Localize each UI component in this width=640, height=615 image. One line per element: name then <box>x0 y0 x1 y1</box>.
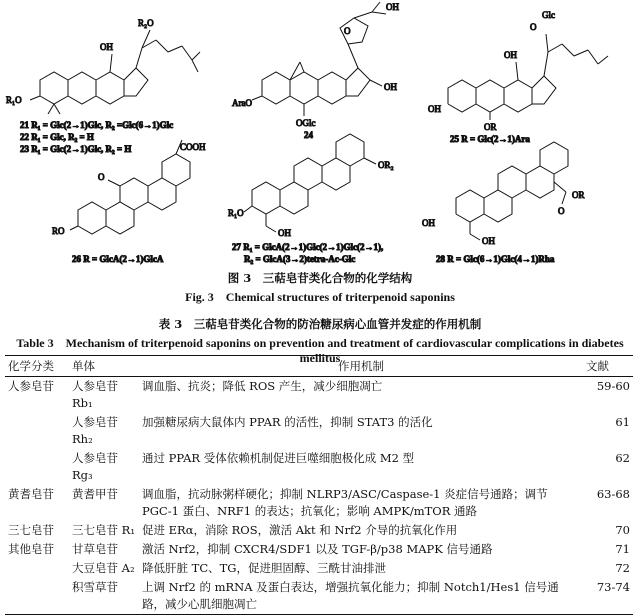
atom-o-25: O <box>530 22 537 32</box>
cell-mechanism: 调血脂，抗动脉粥样硬化；抑制 NLRP3/ASC/Caspase-1 炎症信号通路；调节 PGC-1 蛋白、NRF1 的表达；抗氧化；影响 AMPK/mTOR 通路 <box>142 487 548 518</box>
header-compound: 单体 <box>72 359 95 373</box>
label-compound-26: 26 R = GlcA(2→1)GlcA <box>72 254 164 264</box>
cell-category: 黄耆皂苷 <box>8 487 54 501</box>
header-mechanism: 作用机制 <box>338 359 384 373</box>
table-row <box>5 540 633 559</box>
atom-oh-25: OH <box>504 50 517 60</box>
structure-24 <box>252 2 386 116</box>
label-compound-25: 25 R = Glc(2→1)Ara <box>450 134 530 144</box>
label-compound-23: 23 R₁ = Glc(2→1)Glc, R₂ = H <box>20 144 132 154</box>
cell-mechanism: 促进 ERα，消除 ROS，激活 Akt 和 Nrf2 介导的抗氧化作用 <box>142 523 458 537</box>
cell-mechanism: 调血脂、抗炎；降低 ROS 产生，减少细胞凋亡 <box>142 379 383 393</box>
cell-reference: 62 <box>615 451 630 465</box>
atom-o-26: O <box>98 172 105 182</box>
cell-compound: 人参皂苷 Rb₁ <box>72 379 118 410</box>
cell-mechanism: 加强糖尿病大鼠体内 PPAR 的活性，抑制 STAT3 的活化 <box>142 415 433 429</box>
atom-oh-21: OH <box>100 42 113 52</box>
atom-glc: Glc <box>542 10 555 20</box>
figure-caption-cn: 图 3 三萜皂苷类化合物的化学结构 <box>227 271 413 285</box>
cell-reference: 63-68 <box>596 487 630 501</box>
atom-ro-26: RO <box>52 226 65 236</box>
atom-or-28: OR <box>572 190 585 200</box>
table-row <box>5 521 633 540</box>
cell-category: 人参皂苷 <box>8 379 54 393</box>
table-row <box>5 485 633 521</box>
label-compound-27-r2: R₂ = GlcA(3→2)tetra-Ac-Glc <box>244 254 356 264</box>
cell-category <box>5 449 69 485</box>
cell-category <box>5 559 69 578</box>
mechanism-table <box>5 355 633 615</box>
cell-category <box>5 578 69 615</box>
cell-mechanism: 上调 Nrf2 的 mRNA 及蛋白表达，增强抗氧化能力；抑制 Notch1/Hes1 信号通路，减少心肌细胞凋亡 <box>142 580 559 611</box>
atom-oh-24: OH <box>386 2 399 12</box>
header-category: 化学分类 <box>8 359 54 373</box>
atom-r1o: R₁O <box>6 95 22 105</box>
cell-category: 三七皂苷 <box>8 523 54 537</box>
cell-mechanism: 激活 Nrf2，抑制 CXCR4/SDF1 以及 TGF-β/p38 MAPK 信号通路 <box>142 542 493 556</box>
cell-compound: 甘草皂苷 <box>72 542 118 556</box>
label-compound-22: 22 R₁ = Glc, R₂ = H <box>20 132 94 142</box>
table-row <box>5 449 633 485</box>
cell-mechanism: 降低肝脏 TC、TG，促进胆固醇、三酰甘油排泄 <box>142 561 386 575</box>
atom-r2o: R₂O <box>138 18 154 28</box>
table-row <box>5 559 633 578</box>
label-compound-24: 24 <box>304 130 313 140</box>
atom-ho-28: OH <box>422 218 435 228</box>
cell-compound: 三七皂苷 R₁ <box>72 523 135 537</box>
table-header-row <box>5 356 633 377</box>
atom-oh-28: OH <box>482 236 495 246</box>
label-compound-21: 21 R₁ = Glc(2→1)Glc, R₂ =Glc(6→1)Glc <box>20 120 174 130</box>
label-compound-28: 28 R = Glc(6→1)Glc(4→1)Rha <box>436 254 555 264</box>
atom-oh-27: OH <box>278 228 291 238</box>
table-title-en: Table 3 Mechanism of triterpenoid saponins on prevention and treatment of cardiovascular complications in diabetes mellitus <box>16 336 624 365</box>
atom-cooh: COOH <box>180 142 206 152</box>
table-row <box>5 377 633 414</box>
structure-28 <box>456 142 568 240</box>
table-title-cn: 表 3 三萜皂苷类化合物的防治糖尿病心血管并发症的作用机制 <box>158 317 482 331</box>
atom-or2: OR₂ <box>378 160 394 170</box>
atom-o-28: O <box>558 206 565 216</box>
atom-r1o-27: R₁O <box>228 208 244 218</box>
table-row <box>5 413 633 449</box>
structure-21-23 <box>30 30 200 114</box>
figure-caption-en: Fig. 3 Chemical structures of triterpenoid saponins <box>185 290 455 304</box>
structure-27 <box>244 134 376 232</box>
header-reference: 文献 <box>586 359 609 373</box>
cell-category <box>5 413 69 449</box>
atom-o-24: O <box>344 26 351 36</box>
cell-reference: 61 <box>615 415 630 429</box>
cell-reference: 59-60 <box>596 379 630 393</box>
chemical-structures-figure <box>0 0 640 268</box>
cell-reference: 72 <box>615 561 630 575</box>
atom-or-25: OR <box>484 122 497 132</box>
cell-compound: 大豆皂苷 A₂ <box>72 561 135 575</box>
cell-compound: 黄耆甲苷 <box>72 487 118 501</box>
cell-compound: 积雪草苷 <box>72 580 118 594</box>
cell-mechanism: 通过 PPAR 受体依赖机制促进巨噬细胞极化成 M2 型 <box>142 451 415 465</box>
atom-oglc: OGlc <box>296 118 316 128</box>
atom-arao: AraO <box>232 98 252 108</box>
cell-reference: 70 <box>615 523 630 537</box>
cell-category: 其他皂苷 <box>8 542 54 556</box>
atom-oh-24b: OH <box>384 82 397 92</box>
label-compound-27: 27 R₁ = GlcA(2→1)Glc(2→1)Glc(2→1), <box>232 242 384 252</box>
structure-25 <box>448 34 608 120</box>
cell-reference: 73-74 <box>596 580 630 594</box>
cell-reference: 71 <box>615 542 630 556</box>
cell-compound: 人参皂苷 Rh₂ <box>72 415 118 446</box>
atom-ho-25: OH <box>428 104 441 114</box>
table-row <box>5 578 633 615</box>
cell-compound: 人参皂苷 Rg₃ <box>72 451 118 482</box>
structure-26 <box>70 140 190 234</box>
